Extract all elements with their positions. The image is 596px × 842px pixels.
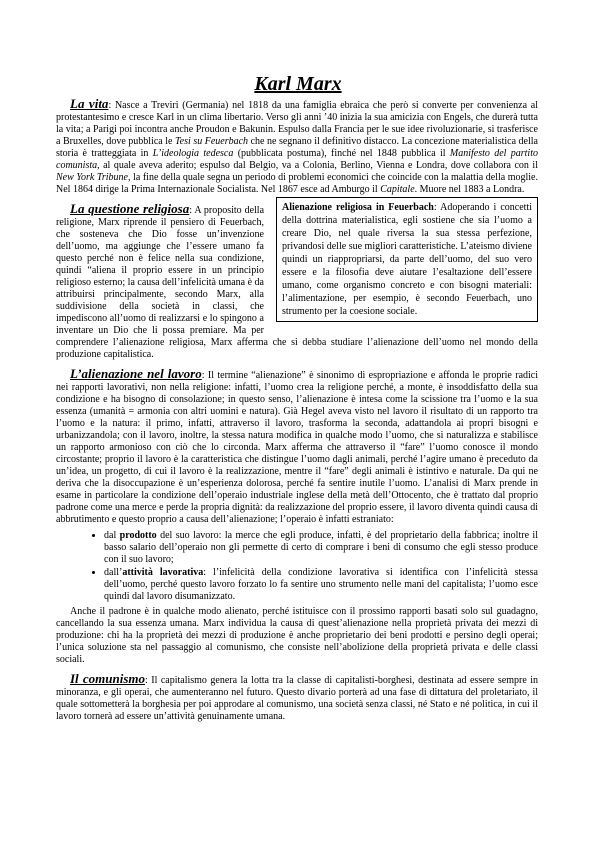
bullet-keyword: attività lavorativa	[122, 567, 204, 578]
box-text: : Adoperando i concetti della dottrina materialistica, egli sostiene che sia l’uomo a creare Dio, nel quale riversa la sua stessa perfezione, privandosi delle sue migliori caratteristiche. L’ateismo diviene quindi un riappropriarsi, da parte dell’uomo, del suo vero essere e la filosofia deve aiutare l’esaltazione dell’essere umano, come organismo concreto e con bisogni materiali: l’alimentazione, per esempio, è secondo Feuerbach, uno strumento per la coesione sociale.	[282, 202, 532, 317]
box-heading: Alienazione religiosa in Feuerbach	[282, 202, 434, 213]
lavoro-text: : Il termine “alienazione” è sinonimo di espropriazione e affonda le proprie radici nei rapporti lavorativi, non nella religione: infatti, l’uomo crea la religione perché, a monte, è insoddisfatto della sua condizione e ha bisogno di consolazione; in questo senso, l’alienazione è intesa come la scissione tra l’uomo e la sua essenza (umanità = armonia con altri uomini e natura). Già Hegel aveva visto nel lavoro il risultato di un rapporto tra l’uomo e la natura: il primo, infatti, attraverso il lavoro, trasforma la seconda, adattandola ai propri bisogni e urbanizzandola; con il lavoro, inoltre, la stessa natura modifica in qualche modo l’uomo, che si naturalizza e stabilisce un rapporto armonioso con ciò che lo circonda. Marx afferma che attraverso il “fare” l’uomo conosce il mondo circostante; proprio il lavoro è la caratteristica che distingue l’uomo dagli animali, perché l’agire umano è preceduto da un’idea, un progetto, di cui il lavoro è la realizzazione, mentre il “fare” degli animali è istintivo e naturale. Da qui ne deriva che la disoccupazione è un’esperienza dolorosa, perché fa sentire inutile l’uomo. L’analisi di Marx prende in esame in particolare la condizione dell’operaio industriale inglese della metà dell’Ottocento, che è trattato dal proprio padrone come una merce e perde la propria dignità: da realizzazione del proprio essere, il lavoro diventa quindi causa di abbrutimento e questo proprio a causa dell’alienazione; l’operaio è infatti estraniato:	[56, 370, 539, 525]
section-comunismo	[56, 673, 538, 723]
bullet-list	[56, 529, 538, 603]
comunismo-text: : Il capitalismo genera la lotta tra la classe di capitalisti-borghesi, destinata ad essere sempre in minoranza, e gli operai, che aumenteranno nel futuro. Questo divario porterà ad una fase di dittatura del proletariato, il quale sottometterà la borghesia per poi approdare al comunismo, una società senza classi, né Stato e né politica, in cui il lavoro tornerà ad essere un’attività genuinamente umana.	[56, 675, 538, 722]
section-lavoro	[56, 368, 538, 526]
vita-text: . Muore nel 1883 a Londra.	[414, 184, 525, 195]
work-title: Tesi su Feuerbach	[175, 136, 249, 147]
bullet-text: : l’infelicità della condizione lavorativa si identifica con l’infelicità stessa dell’uomo, perché questo lavoro forzato lo fa sentire uno strumento nelle mani del capitalista; l’uomo esce quindi dal lavoro disumanizzato.	[104, 567, 538, 602]
work-title: Capitale	[380, 184, 415, 195]
document-body	[56, 98, 538, 723]
vita-text: : Nasce a Treviri (Germania) nel 1818 da una famiglia ebraica che però si converte per convenienza al protestantesimo e cresce Karl in un clima libertario. Verso gli anni ’40 inizia la sua amicizia con Engels, che durerà tutta la vita; a Parigi poi incontra anche Proudon e Bakunin. Espulso dalla Francia per le sue idee rivoluzionarie, si trasferisce a Bruxelles, dove pubblica le	[56, 100, 539, 147]
vita-text: , la fine della quale segna un periodo di problemi economici che coincide con la malattia della moglie. Nel 1864 dirige la Prima Internazionale Socialista. Nel 1867 esce ad Amburgo il	[56, 172, 538, 195]
section-heading-religiosa: La questione religiosa	[70, 201, 190, 216]
page-title: Karl Marx	[254, 73, 342, 95]
work-title: New York Tribune	[56, 172, 128, 183]
religiosa-text: : A proposito della religione, Marx riprende il pensiero di Feuerbach, che sosteneva che Dio fosse un’invenzione dell’uomo, ma aggiunge che l’essere umano fa questo perché non è felice nella sua condizione, quindi “aliena il proprio essere in un principio religioso esterno; la causa dell’infelicità umana è da attribuirsi principalmente, secondo Marx, alla suddivisione della società in classi, che impediscono all’uomo di realizzarsi e lo spingono a inventare un Dio che li possa premiare. Ma per comprendere l’alienazione religiosa, Marx afferma che si debba studiare l’alienazione dell’uomo nel mondo della produzione capitalistica.	[56, 205, 538, 360]
section-heading-lavoro: L’alienazione nel lavoro	[70, 366, 202, 381]
work-title: L’ideologia tedesca	[152, 148, 234, 159]
bullet-text: dal	[104, 530, 120, 541]
vita-text: che ne segnano il definitivo distacco. La concezione materialistica della storia è tratteggiata in	[56, 136, 538, 159]
feuerbach-sidebar-box	[276, 197, 538, 322]
vita-text: (pubblicata postuma), finché nel 1848 pubblica il	[233, 148, 450, 159]
bullet-text: dall’	[104, 567, 123, 578]
section-vita	[56, 98, 538, 196]
vita-text: , al quale aveva aderito; espulso dal Belgio, va a Colonia, Berlino, Vienna e Londra, dove collabora con il	[97, 160, 538, 171]
work-title: Manifesto del partito comunista	[56, 148, 538, 171]
bullet-keyword: prodotto	[119, 530, 157, 541]
section-heading-comunismo: Il comunismo	[70, 671, 146, 686]
bullet-text: del suo lavoro: la merce che egli produce, infatti, è del proprietario della fabbrica; inoltre il basso salario dell’operaio non gli permette di certo di comprare i beni di consumo che egli stesso produce con il suo lavoro;	[104, 530, 538, 565]
list-item	[104, 566, 538, 603]
lavoro-closing: Anche il padrone è in qualche modo alienato, perché istituisce con il prossimo rapporti basati solo sul guadagno, cancellando la sua essenza umana. Marx individua la causa di quest’alienazione nella proprietà privata dei mezzi di produzione: chi ha la proprietà dei mezzi di produzione è anche proprietario dei beni prodotti e persino degli operai; l’unica soluzione sta nel passaggio al comunismo, che consiste nell’abolizione della proprietà privata e delle classi sociali.	[56, 606, 538, 665]
section-heading-vita: La vita	[70, 96, 109, 111]
list-item	[104, 529, 538, 566]
